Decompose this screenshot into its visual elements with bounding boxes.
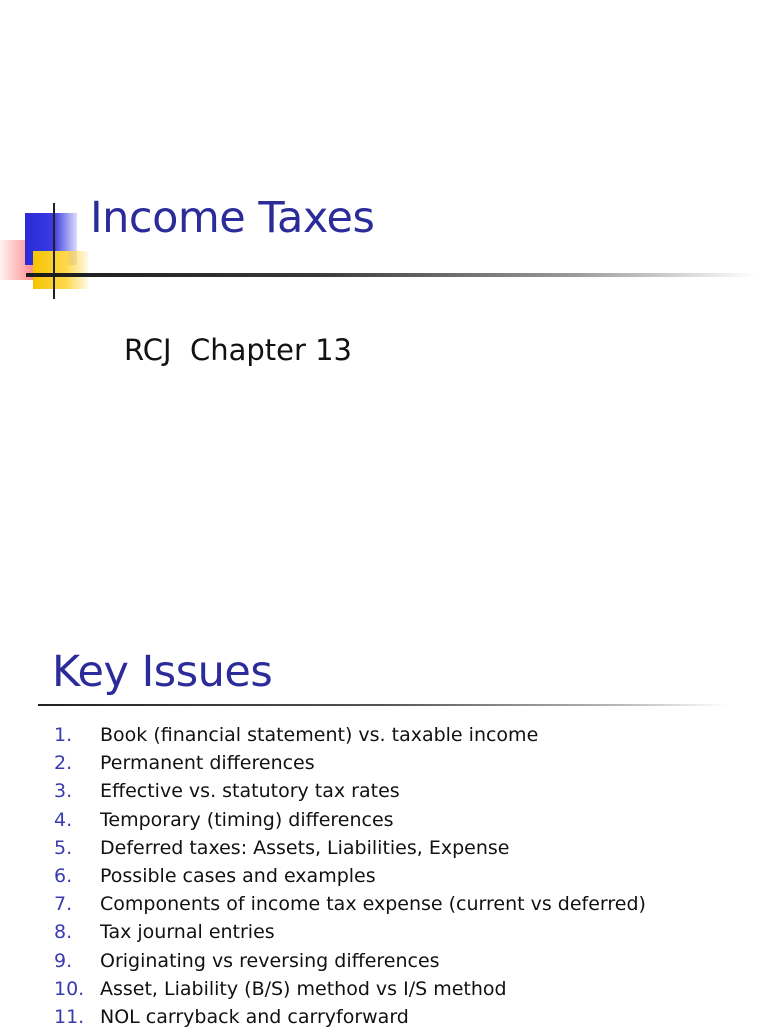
list-item-number: 10. [54, 977, 85, 1000]
list-item-number: 5. [54, 836, 73, 859]
list-item-number: 3. [54, 780, 73, 803]
key-issues-slide [0, 600, 768, 1028]
list-item-number: 7. [54, 893, 73, 916]
list-item-text: Effective vs. statutory tax rates [100, 780, 400, 803]
list-item-text: Asset, Liability (B/S) method vs I/S method [100, 977, 507, 1000]
list-item-number: 11. [54, 1005, 85, 1028]
list-item-number: 9. [54, 949, 73, 972]
decorative-yellow-square [33, 251, 88, 289]
list-item-number: 8. [54, 921, 73, 944]
slide-subtitle: RCJ Chapter 13 [124, 333, 353, 367]
list-item-text: Deferred taxes: Assets, Liabilities, Expense [100, 836, 510, 859]
list-item-text: Components of income tax expense (current vs deferred) [100, 893, 646, 916]
decorative-vertical-line [53, 203, 55, 299]
list-item-number: 2. [54, 752, 73, 775]
title-underline [26, 273, 756, 277]
slide-title: Income Taxes [90, 193, 375, 243]
list-item-number: 1. [54, 724, 73, 746]
title-underline [38, 704, 728, 706]
list-item-number: 6. [54, 864, 73, 887]
list-item-text: Originating vs reversing differences [100, 949, 440, 972]
list-item-text: Possible cases and examples [100, 864, 376, 887]
list-item-number: 4. [54, 808, 73, 831]
slide-title: Key Issues [52, 647, 273, 697]
list-item-text: Temporary (timing) differences [100, 808, 394, 831]
list-item-text: Permanent differences [100, 752, 315, 775]
list-item-text: Book (financial statement) vs. taxable income [100, 724, 539, 746]
list-item-text: NOL carryback and carryforward [100, 1005, 409, 1028]
list-item-text: Tax journal entries [100, 921, 275, 944]
